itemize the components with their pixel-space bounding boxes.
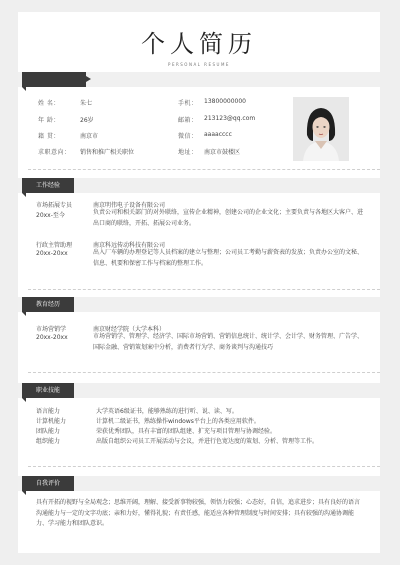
origin-value: 南京市 [80, 133, 99, 140]
work-desc-1: 负责公司和相关部门的对外联络，宣传企业精神，创建公司的企业文化；主要负责与各地区大客户、进出口商的联络，开拓、拓展公司业务。 [93, 209, 364, 227]
edu-school: 南京财经学院（大学本科） [93, 326, 166, 333]
work-desc-2: 出入厂车辆的办理登记等人员档案的建立与整理；公司员工考勤与薪资表的发放；负责办公室的文秘、信息、机要和保密工作与档案的整理工作。 [93, 249, 364, 267]
work-date-2: 20xx-20xx [36, 250, 68, 257]
section-title-education: 教育经历 [22, 297, 74, 312]
portrait-icon [293, 97, 349, 161]
email-value: 213123@qq.com [204, 115, 256, 122]
edu-courses: 市场营销学、管理学、经济学、国际市场营销、营销信息统计、统计学、会计学、财务管理、广告学、国际金融、营销策划案中分析，消费者行为学、商务谈判与沟通技巧 [93, 333, 364, 351]
age-value: 26岁 [80, 117, 94, 124]
email-label: 邮箱： [178, 117, 198, 124]
address-value: 南京市鼓楼区 [204, 149, 241, 156]
page-title: 个人简历 [141, 30, 257, 58]
work-title-2: 行政主管助理 [36, 242, 73, 249]
skill-label-1: 语言能力 [36, 408, 61, 415]
profile-photo [293, 97, 349, 161]
skill-text-3: 荣获优秀团队，具有丰富的团队组建、扩充与项目管理与协调经验。 [96, 428, 277, 435]
divider [28, 169, 380, 170]
work-company-1: 南京明伟电子设备有限公司 [93, 202, 166, 209]
skill-label-4: 组织能力 [36, 438, 61, 445]
origin-label: 籍 贯： [38, 133, 60, 140]
intent-label: 求职意向： [38, 149, 71, 156]
skill-text-1: 大学英语6级证书，能够熟练的进行听、说、读、写。 [96, 408, 238, 415]
intent-value: 销售和推广相关职位 [80, 149, 135, 156]
wechat-value: aaaacccc [204, 131, 232, 138]
divider [28, 466, 380, 467]
work-title-1: 市场拓展专员 [36, 202, 73, 209]
skill-label-2: 计算机能力 [36, 418, 67, 425]
resume-page [18, 12, 380, 553]
skill-label-3: 团队能力 [36, 428, 61, 435]
skill-text-2: 计算机二级证书，熟练操作windows平台上的各类应用软件。 [96, 418, 260, 425]
work-date-1: 20xx-至今 [36, 212, 65, 219]
self-eval-text: 具有开拓的视野与全局观念；思维开阔，理解、接受新事物较强，领悟力较强；心态好，自信，追求进步；具有良好的语言沟通能力与一定的文字功底；亲和力好，懂得礼貌；有责任感，能适应各种管理制度与时间安排；具有较强的沟通协调能力、学习能力和团队意识。 [36, 499, 361, 527]
wechat-label: 微信： [178, 133, 198, 140]
phone-label: 手机： [178, 100, 198, 107]
section-title-self: 自我评价 [22, 476, 74, 491]
edu-date: 20xx-20xx [36, 334, 68, 341]
section-title-skills: 职业技能 [22, 383, 74, 398]
divider [28, 372, 380, 373]
phone-value: 13800000000 [204, 98, 246, 105]
section-title-work: 工作经验 [22, 178, 74, 193]
edu-major: 市场营销学 [36, 326, 67, 333]
basic-info-tag [22, 72, 86, 87]
page-subtitle: PERSONAL RESUME [168, 62, 230, 67]
divider [28, 289, 380, 290]
header [18, 24, 380, 67]
age-label: 年 龄： [38, 117, 60, 124]
name-label: 姓 名： [38, 100, 60, 107]
address-label: 地址： [178, 149, 198, 156]
name-value: 朱七 [80, 100, 93, 107]
work-company-2: 南京科远传动科技有限公司 [93, 242, 166, 249]
skill-text-4: 出版自组织公司员工开展活动与会议，并进行色宽达度的策划、分析、管理等工作。 [96, 438, 319, 445]
